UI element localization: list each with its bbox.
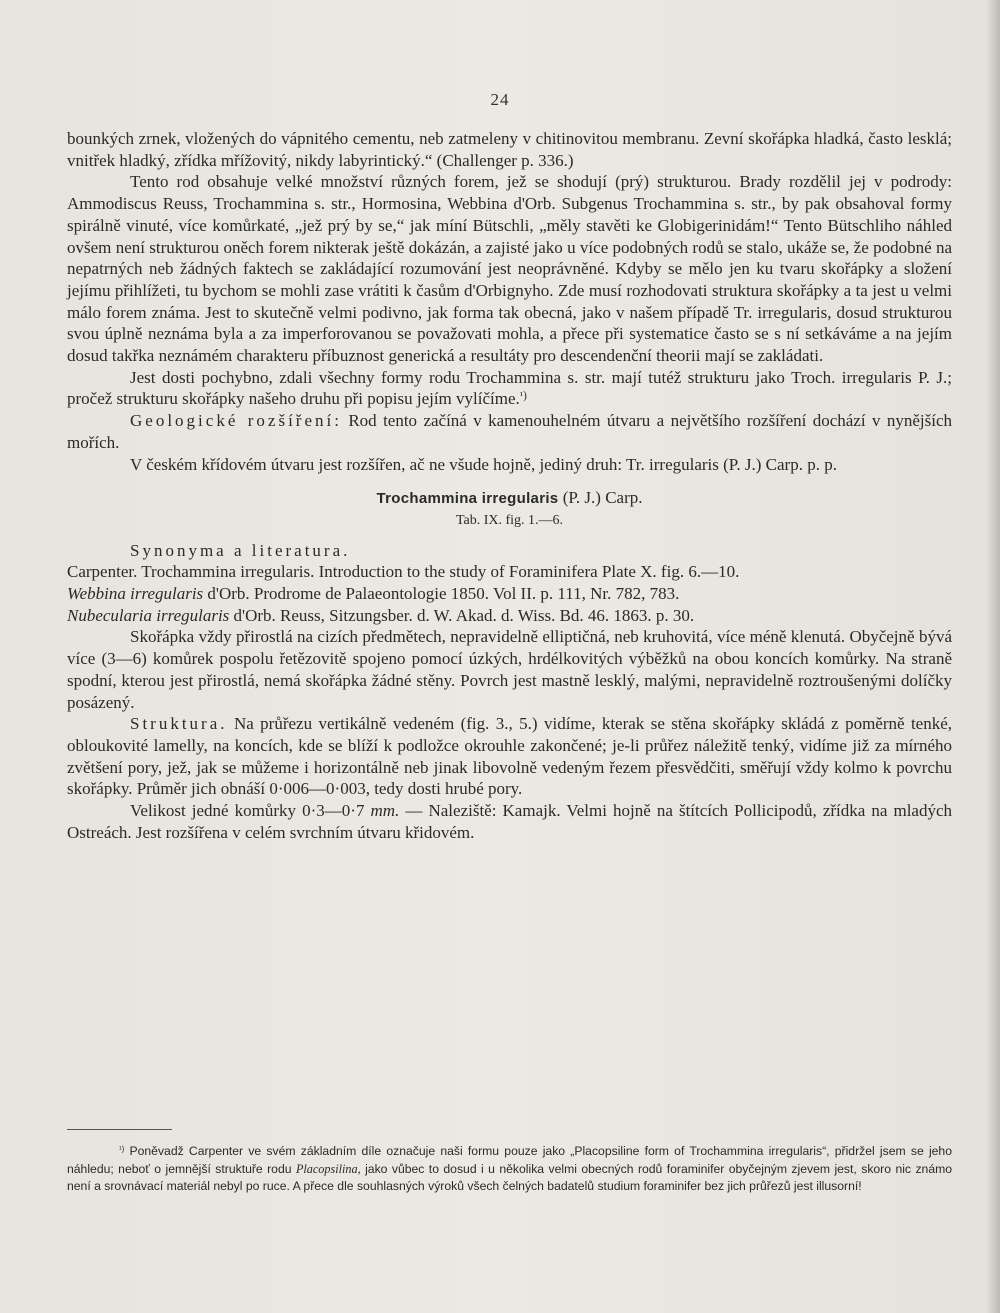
- reference-webbina: [67, 583, 952, 605]
- reference-nubecularia-taxon: Nubecularia irregularis: [67, 605, 230, 625]
- reference-nubecularia-text: d'Orb. Reuss, Sitzungsber. d. W. Akad. d. Wiss. Bd. 46. 1863. p. 30.: [229, 605, 695, 625]
- paragraph-struktura: [67, 713, 952, 800]
- footnote-italic: Placopsilina,: [295, 1161, 361, 1176]
- species-name: Trochammina irregularis: [376, 490, 559, 508]
- species-heading: [67, 487, 952, 510]
- footnote: [67, 1143, 952, 1196]
- size-unit: mm.: [370, 801, 400, 821]
- geology-label: Geologické rozšíření:: [130, 411, 342, 431]
- size-text-1: Velikost jedné komůrky 0·3—0·7: [130, 801, 365, 821]
- reference-webbina-taxon: Webbina irregularis: [67, 584, 204, 604]
- paragraph-description: Skořápka vždy přirostlá na cizích předmětech, nepravidelně elliptičná, neb kruhovitá, více méně klenutá. Obyčejně bývá více (3—6) komůrek pospolu řetězovitě spojeno pomocí úzkých, hrdélkovitých výběžků na obou koncích komůrky. Na straně spodní, kterou jest přirostlá, nemá skořápka žádné stěny. Povrch jest mastně lesklý, malými, nepravidelně roztroušenými dolíčky posázený.: [67, 627, 952, 712]
- footnote-reference: ¹): [519, 390, 527, 403]
- species-plate-reference: Tab. IX. fig. 1.—6.: [455, 512, 564, 528]
- struktura-text: Na průřezu vertikálně vedeném (fig. 3., 5.) vidíme, kterak se stěna skořápky skládá z poměrně tenké, obloukovité lamelly, na koncích, kde se blíží k podložce okrouhle zakončené; je-li průřez náležitě tenký, vidíme již za mírného zvětšení pory, jež, jak se můžeme i horizontálně neb jinak libovolně vedeným řezem přesvědčiti, směřují vždy kolmo k povrchu skořápky. Průměr jich obnáší 0·006—0·003, tedy dosti hrubé pory.: [67, 714, 953, 799]
- size-text-2: — Naleziště: Kamajk. Velmi hojně na štítcích Pollicipodů, zřídka na mladých Ostreách. Jest rozšířena v celém svrchním útvaru křidovém.: [67, 801, 953, 842]
- geology-text: Rod tento začíná v kamenouhelném útvaru a největšího rozšíření dochází v nynějších mořích.: [67, 411, 952, 452]
- footnote-text-2: jako vůbec to dosud i u několika velmi obecných rodů foraminifer obyčejným zjevem jest, skoro nic známo není a srovnávací materiál nebyl po ruce. A přece dle souhlasných výroků všech čelných badatelů studium foraminifer bez jich průřezů jest illusorní!: [67, 1161, 953, 1193]
- body-text: [67, 128, 952, 844]
- paragraph-challenger-quote: bounkých zrnek, vložených do vápnitého cementu, neb zatmeleny v chitinovitou membranu. Zevní skořápka hladká, často lesklá; vnitřek hladký, zřídka mřížovitý, nikdy labyrintický.“ (Challenger p. 336.): [67, 129, 952, 170]
- paragraph-size-locality: [67, 800, 952, 843]
- paragraph-genus-discussion: Tento rod obsahuje velké množství různých forem, jež se shodují (prý) strukturou. Brady rozdělil jej v podrody: Ammodiscus Reuss, Trochammina s. str., Hormosina, Webbina d'Orb. Subgenus Trochammina s. str., by pak obsahoval formy spirálně vinuté, více komůrkaté, „jež prý by se,“ jak míní Bütschli, „měly stavěti ke Globigerinidám!“ Tento Bütschliho náhled ovšem není strukturou oněch forem nikterak ještě dokázán, a zajisté jako u více podobných rodů se stalo, ukáže se, že podobné na nepatrných neb žádných faktech se zakládající rozumování jest neoprávněné. Kdyby se mělo jen ku tvaru skořápky a složení jejímu přihlížeti, tu bychom se mohli zase vrátiti k časům d'Orbignyho. Zde musí rozhodovati struktura skořápky a ta jest u velmi málo forem známa. Jest to skutečně velmi podivno, jak forma tak obecná, jako v našem případě Tr. irregularis, dosud strukturou svou úplně neznáma byla a za imperforovanou se považovati mohla, a přece při systematice často se s ní setkáváme a na jejím dosud takřka neznámém charakteru příbuznost generická a resultáty pro descendenční theorii mají se zakládati.: [67, 172, 952, 366]
- synonyma-label: Synonyma a literatura.: [130, 540, 351, 560]
- page-number: 24: [490, 90, 510, 109]
- species-author: (P. J.) Carp.: [562, 488, 643, 508]
- reference-webbina-text: d'Orb. Prodrome de Palaeontologie 1850. Vol II. p. 111, Nr. 782, 783.: [203, 584, 680, 604]
- paragraph-bohemian-cretaceous: V českém křídovém útvaru jest rozšířen, ač ne všude hojně, jediný druh: Tr. irregularis (P. J.) Carp. p. p.: [130, 454, 837, 474]
- footnote-text-1: Poněvadž Carpenter ve svém základním díle označuje naši formu pouze jako „Placopsiline form of Trochammina irregularis“, přidržel jsem se jeho náhledu; neboť o jemnější struktuře rodu: [67, 1144, 952, 1176]
- paragraph-geology: [67, 410, 952, 453]
- page-edge-shadow: [986, 0, 1000, 1313]
- struktura-label: Struktura.: [130, 714, 228, 734]
- footnote-marker: ¹): [119, 1144, 125, 1154]
- paragraph-structure-doubt-text: Jest dosti pochybno, zdali všechny formy rodu Trochammina s. str. mají tutéž strukturu jako Troch. irregularis P. J.; pročež strukturu skořápky našeho druhu při popisu jejím vylíčíme.: [67, 367, 952, 409]
- footnote-divider: [67, 1129, 172, 1130]
- reference-nubecularia: [67, 605, 952, 627]
- reference-carpenter-text: Carpenter. Trochammina irregularis. Introduction to the study of Foraminifera Plate X. fig. 6.—10.: [67, 562, 740, 582]
- paragraph-structure-doubt: [67, 367, 952, 410]
- reference-carpenter: [67, 561, 952, 583]
